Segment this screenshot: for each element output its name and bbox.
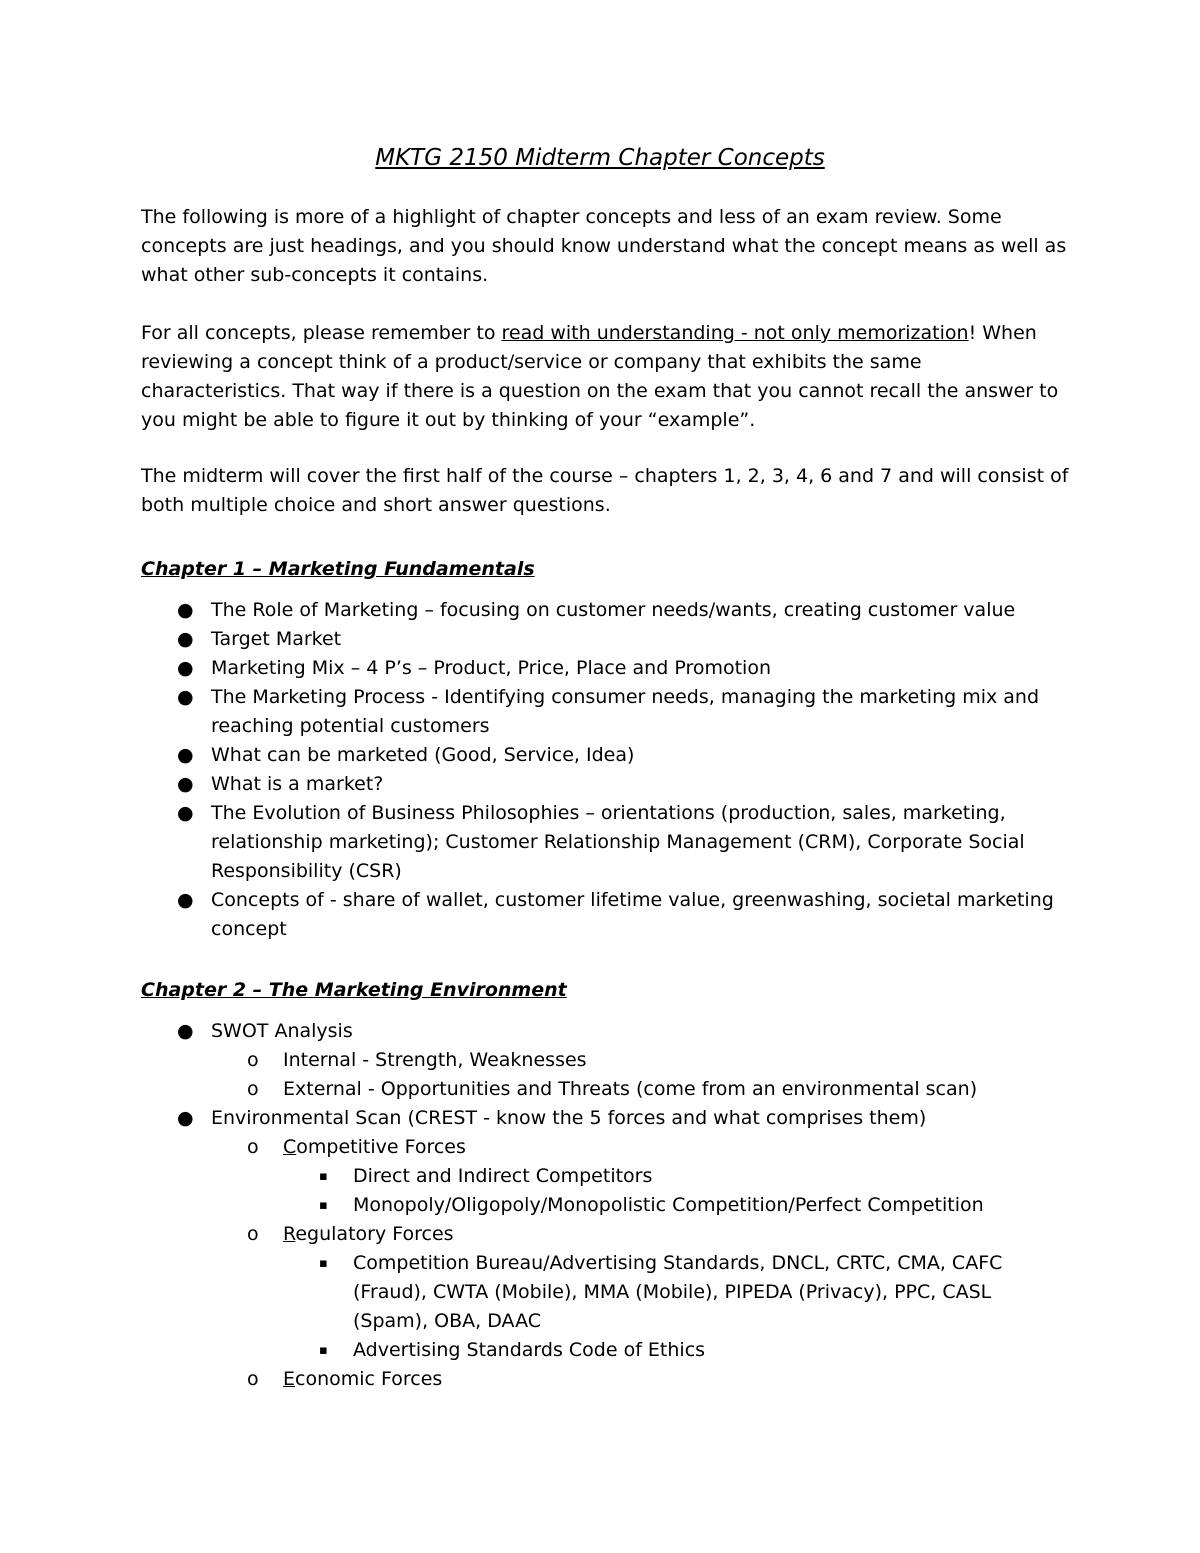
chapter1-heading: Chapter 1 – Marketing Fundamentals [141, 558, 535, 580]
scan-sublist [211, 1133, 1071, 1394]
list-item [141, 596, 1071, 625]
force-initial: C [283, 1136, 297, 1158]
swot-sublist [211, 1046, 1071, 1104]
bullet-icon: ● [177, 657, 194, 679]
square-bullet-icon: ▪ [319, 1169, 328, 1184]
square-bullet-icon: ▪ [319, 1198, 328, 1213]
bullet-icon: ● [177, 773, 194, 795]
note-underlined: read with understanding - not only memorization [501, 322, 969, 344]
list-item [141, 799, 1071, 886]
force-initial: E [283, 1368, 296, 1390]
force-label: ompetitive Forces [296, 1136, 466, 1158]
chapter2-heading: Chapter 2 – The Marketing Environment [141, 979, 567, 1001]
competitive-sublist [283, 1162, 1071, 1220]
circle-bullet-icon: o [247, 1136, 259, 1158]
document-title: MKTG 2150 Midterm Chapter Concepts [375, 145, 825, 171]
bullet-icon: ● [177, 889, 194, 911]
list-item [141, 1104, 1071, 1394]
list-item [141, 770, 1071, 799]
list-item-text: Marketing Mix – 4 P’s – Product, Price, Place and Promotion [211, 657, 771, 679]
circle-bullet-icon: o [247, 1223, 259, 1245]
list-item-text: Concepts of - share of wallet, customer lifetime value, greenwashing, societal marketing concept [211, 889, 1054, 940]
list-item-text: Monopoly/Oligopoly/Monopolistic Competition/Perfect Competition [353, 1194, 984, 1216]
square-bullet-icon: ▪ [319, 1343, 328, 1358]
list-item-text: Internal - Strength, Weaknesses [283, 1049, 587, 1071]
scan-label: Environmental Scan (CREST - know the 5 forces and what comprises them) [211, 1107, 927, 1129]
coverage-paragraph: The midterm will cover the first half of the course – chapters 1, 2, 3, 4, 6 and 7 and will consist of both multiple choice and short answer questions. [141, 465, 1069, 516]
list-item-text: External - Opportunities and Threats (come from an environmental scan) [283, 1078, 978, 1100]
list-item-text: What is a market? [211, 773, 384, 795]
list-item-text: Target Market [211, 628, 342, 650]
list-item [283, 1191, 1071, 1220]
list-item [283, 1162, 1071, 1191]
list-item [211, 1075, 1071, 1104]
note-after: ! When reviewing a concept think of a product/service or company that exhibits the same characteristics. That way if there is a question on the exam that you cannot recall the answer to you might be able to figure it out by thinking of your “example”. [141, 322, 1059, 431]
list-item-text: What can be marketed (Good, Service, Idea) [211, 744, 635, 766]
circle-bullet-icon: o [247, 1078, 259, 1100]
force-initial: R [283, 1223, 296, 1245]
list-item [211, 1133, 1071, 1220]
note-before: For all concepts, please remember to [141, 322, 502, 344]
list-item-text: The Role of Marketing – focusing on customer needs/wants, creating customer value [211, 599, 1016, 621]
list-item-text: Advertising Standards Code of Ethics [353, 1339, 706, 1361]
list-item [141, 741, 1071, 770]
list-item [141, 1017, 1071, 1104]
square-bullet-icon: ▪ [319, 1256, 328, 1271]
circle-bullet-icon: o [247, 1049, 259, 1071]
bullet-icon: ● [177, 628, 194, 650]
list-item [141, 654, 1071, 683]
chapter2-list [141, 1017, 1071, 1394]
intro-paragraph: The following is more of a highlight of chapter concepts and less of an exam review. Some concepts are just headings, and you should know understand what the concept means as well as what other sub-concepts it contains. [141, 206, 1067, 286]
force-label: conomic Forces [295, 1368, 443, 1390]
bullet-icon: ● [177, 744, 194, 766]
bullet-icon: ● [177, 1107, 194, 1129]
note-paragraph [141, 319, 1071, 435]
bullet-icon: ● [177, 802, 194, 824]
circle-bullet-icon: o [247, 1368, 259, 1390]
chapter1-list [141, 596, 1071, 944]
swot-label: SWOT Analysis [211, 1020, 353, 1042]
bullet-icon: ● [177, 1020, 194, 1042]
list-item-text: Competition Bureau/Advertising Standards, DNCL, CRTC, CMA, CAFC (Fraud), CWTA (Mobile), MMA (Mobile), PIPEDA (Privacy), PPC, CASL (Spam), OBA, DAAC [353, 1252, 1003, 1332]
list-item [141, 625, 1071, 654]
bullet-icon: ● [177, 686, 194, 708]
bullet-icon: ● [177, 599, 194, 621]
list-item [283, 1249, 1071, 1336]
list-item-text: The Evolution of Business Philosophies – orientations (production, sales, marketing, relationship marketing); Customer Relationship Management (CRM), Corporate Social Responsibility (CSR) [211, 802, 1025, 882]
list-item [141, 683, 1071, 741]
list-item [211, 1046, 1071, 1075]
list-item [211, 1220, 1071, 1365]
list-item-text: Direct and Indirect Competitors [353, 1165, 653, 1187]
regulatory-sublist [283, 1249, 1071, 1365]
list-item [283, 1336, 1071, 1365]
list-item [141, 886, 1071, 944]
list-item-text: The Marketing Process - Identifying consumer needs, managing the marketing mix and reaching potential customers [211, 686, 1040, 737]
list-item [211, 1365, 1071, 1394]
force-label: egulatory Forces [295, 1223, 454, 1245]
